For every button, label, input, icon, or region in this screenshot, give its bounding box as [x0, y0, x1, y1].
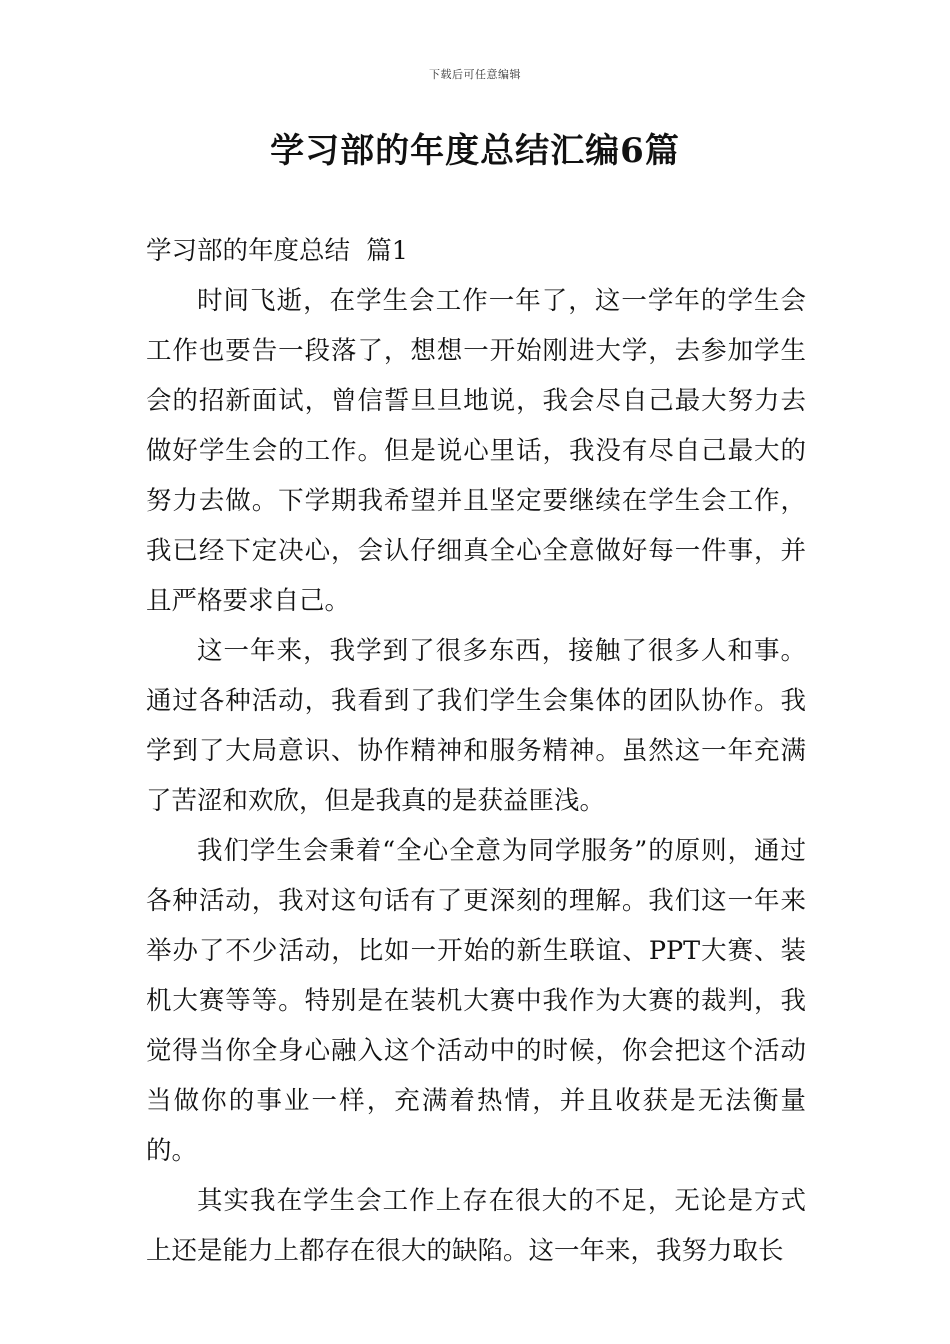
paragraph-1: 时间飞逝，在学生会工作一年了，这一学年的学生会工作也要告一段落了，想想一开始刚进大学，去参加学生会的招新面试，曾信誓旦旦地说，我会尽自己最大努力去做好学生会的工作。但是说心里话，我没有尽自己最大的努力去做。下学期我希望并且坚定要继续在学生会工作，我已经下定决心，会认仔细真全心全意做好每一件事，并且严格要求自己。 — [146, 286, 806, 616]
section-heading: 学习部的年度总结 篇1 — [146, 236, 408, 266]
document-title: 学习部的年度总结汇编6篇 — [270, 131, 680, 171]
paragraph-3: 我们学生会秉着“全心全意为同学服务”的原则，通过各种活动，我对这句话有了更深刻的理解。我们这一年来举办了不少活动，比如一开始的新生联谊、PPT大赛、装机大赛等等。特别是在装机大赛中我作为大赛的裁判，我觉得当你全身心融入这个活动中的时候，你会把这个活动当做你的事业一样，充满着热情，并且收获是无法衡量的。 — [146, 836, 806, 1166]
paragraph-4: 其实我在学生会工作上存在很大的不足，无论是方式上还是能力上都存在很大的缺陷。这一年来，我努力取长 — [146, 1186, 806, 1266]
document-body — [146, 226, 806, 1276]
header-note: 下载后可任意编辑 — [429, 68, 521, 81]
paragraph-2: 这一年来，我学到了很多东西，接触了很多人和事。通过各种活动，我看到了我们学生会集体的团队协作。我学到了大局意识、协作精神和服务精神。虽然这一年充满了苦涩和欢欣，但是我真的是获益匪浅。 — [146, 636, 806, 816]
